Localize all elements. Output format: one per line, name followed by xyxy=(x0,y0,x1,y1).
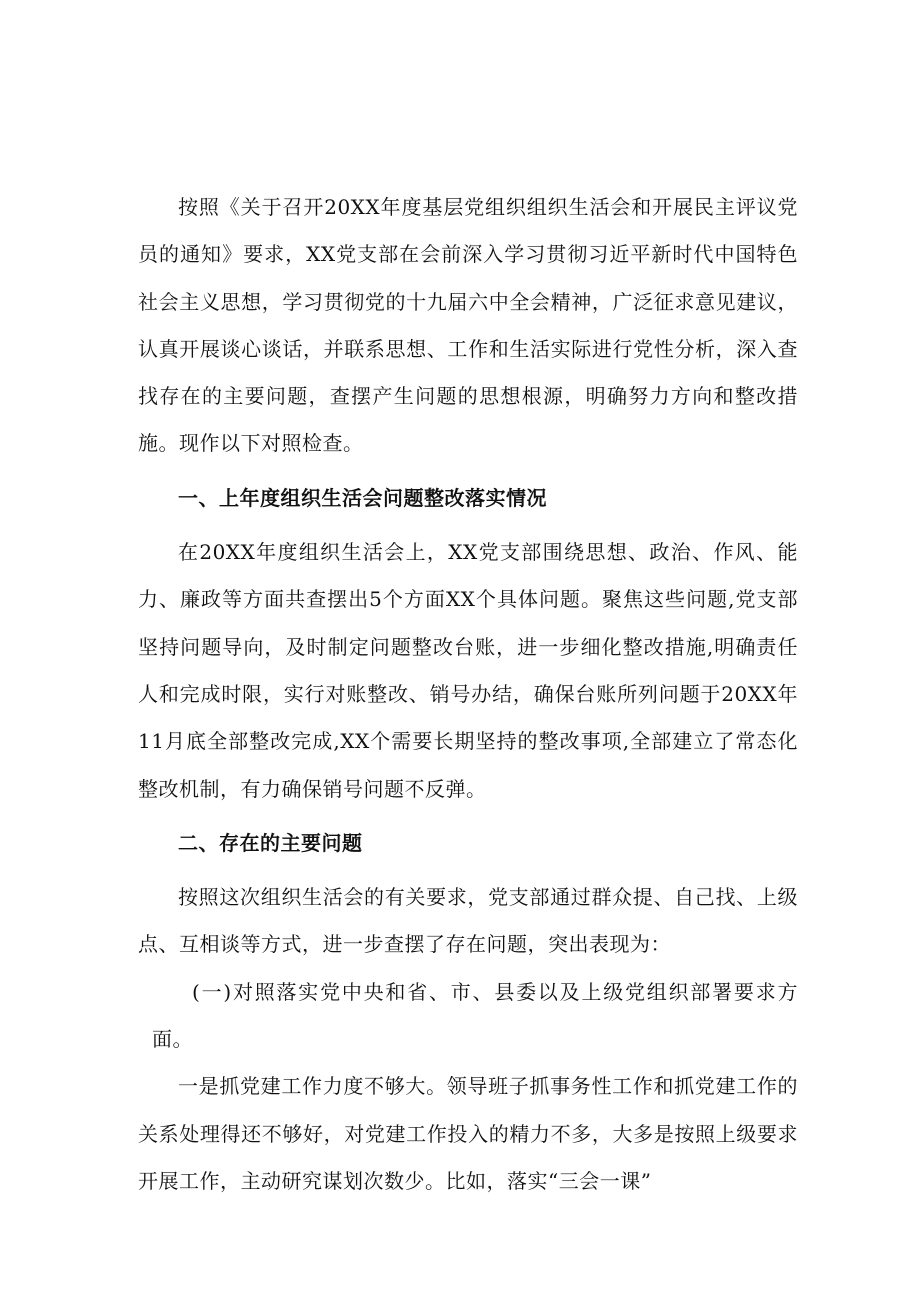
paragraph-section-1: 在20XX年度组织生活会上，XX党支部围绕思想、政治、作风、能力、廉政等方面共查摆出5个方面XX个具体问题。聚焦这些问题,党支部坚持问题导向，及时制定问题整改台账，进一步细化整改措施,明确责任人和完成时限，实行对账整改、销号办结，确保台账所列问题于20XX年11月底全部整改完成,XX个需要长期坚持的整改事项,全部建立了常态化整改机制，有力确保销号问题不反弹。 xyxy=(138,540,798,801)
section-heading-1: 一、上年度组织生活会问题整改落实情况 xyxy=(178,485,547,510)
paragraph-section-2: 按照这次组织生活会的有关要求，党支部通过群众提、自己找、上级点、互相谈等方式，进一步查摆了存在问题，突出表现为： xyxy=(138,885,798,957)
document-body xyxy=(138,184,798,1205)
paragraph-subsection-1: 一是抓党建工作力度不够大。领导班子抓事务性工作和抓党建工作的关系处理得还不够好，对党建工作投入的精力不多，大多是按照上级要求开展工作，主动研究谋划次数少。比如，落实“三会一课” xyxy=(138,1074,798,1193)
section-heading-2: 二、存在的主要问题 xyxy=(178,830,363,855)
paragraph-intro: 按照《关于召开20XX年度基层党组织组织生活会和开展民主评议党员的通知》要求，XX党支部在会前深入学习贯彻习近平新时代中国特色社会主义思想，学习贯彻党的十九届六中全会精神，广泛征求意见建议，认真开展谈心谈话，并联系思想、工作和生活实际进行党性分析，深入查找存在的主要问题，查摆产生问题的思想根源，明确努力方向和整改措施。现作以下对照检查。 xyxy=(138,195,798,456)
subsection-heading-1: (一)对照落实党中央和省、市、县委以及上级党组织部署要求方面。 xyxy=(152,979,798,1052)
